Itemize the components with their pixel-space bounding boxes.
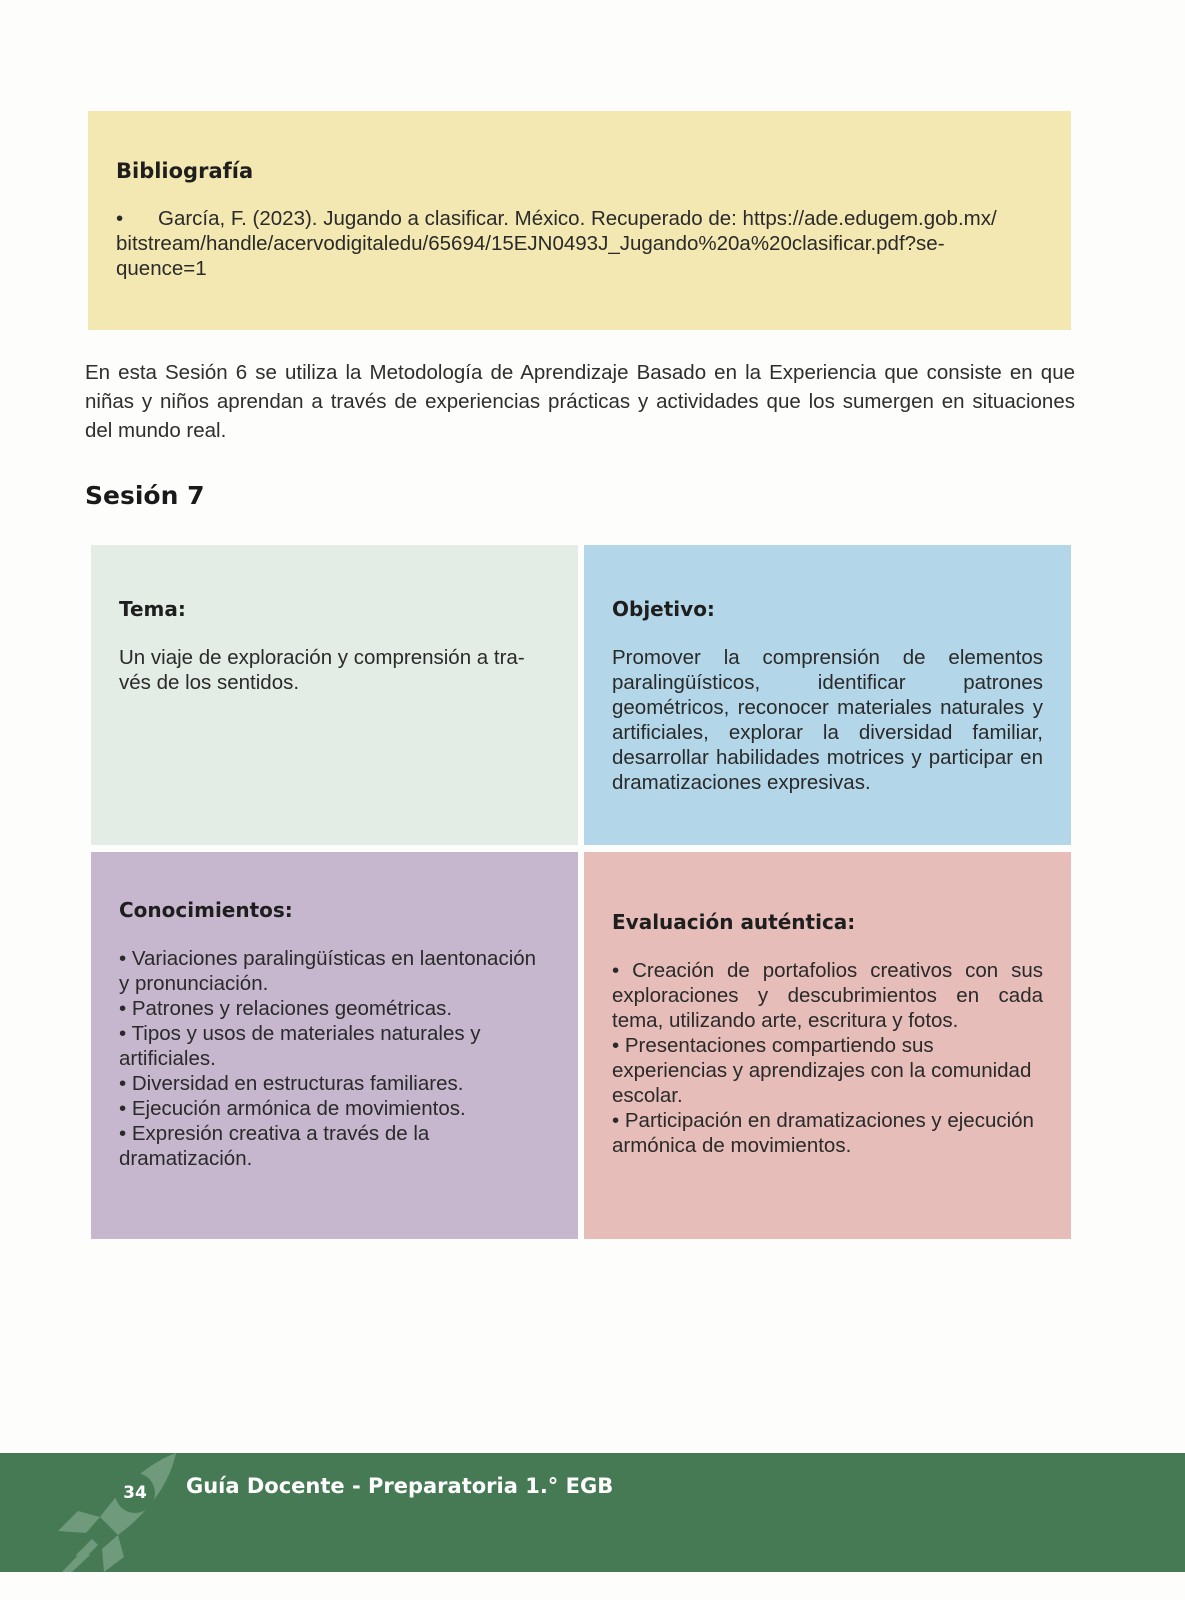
session-title: Sesión 7 <box>85 481 205 510</box>
list-item: • Presentaciones compartiendo sus experiencias y aprendizajes con la comunidad escolar. <box>612 1034 1032 1107</box>
page-number: 34 <box>115 1473 155 1513</box>
list-item: • Patrones y relaciones geométricas. <box>119 997 453 1020</box>
tema-heading: Tema: <box>119 597 186 621</box>
bibliography-title: Bibliografía <box>116 159 254 183</box>
list-item: • Ejecución armónica de movimientos. <box>119 1097 466 1120</box>
evaluacion-card <box>584 852 1071 1239</box>
list-item: • Diversidad en estructuras familiares. <box>119 1072 464 1095</box>
reference-line-2: bitstream/handle/acervodigitaledu/65694/15EJN0493J_Jugando%20a%20clasificar.pdf?se- <box>116 232 945 255</box>
objetivo-text: Promover la comprensión de elementos paralingüísticos, identificar patrones geométricos, reconocer materiales naturales y artificiales, explorar la diversidad familiar, desarrollar habilidades motrices y participar en dramatizaciones expresivas. <box>612 646 1043 794</box>
bibliography-box <box>88 111 1071 330</box>
bullet: • <box>116 207 124 230</box>
evaluacion-heading: Evaluación auténtica: <box>612 910 856 934</box>
footer-title: Guía Docente - Preparatoria 1.° EGB <box>186 1474 614 1498</box>
tema-line: Un viaje de exploración y comprensión a tra- <box>119 646 525 669</box>
objetivo-heading: Objetivo: <box>612 597 715 621</box>
tema-text <box>119 645 550 695</box>
reference-line-3: quence=1 <box>116 257 207 280</box>
list-item: • Tipos y usos de materiales naturales y artificiales. <box>119 1022 481 1070</box>
tema-card <box>91 545 578 845</box>
intro-paragraph: En esta Sesión 6 se utiliza la Metodología de Aprendizaje Basado en la Experiencia que consiste en que niñas y niños aprendan a través de experiencias prácticas y actividades que los sumergen en situaciones del mundo real. <box>85 361 1075 442</box>
bibliography-reference <box>116 206 1043 281</box>
list-item: • Variaciones paralingüísticas en laentonación y pronunciación. <box>119 947 537 995</box>
conocimientos-card <box>91 852 578 1239</box>
evaluacion-list <box>612 958 1043 1158</box>
objetivo-card <box>584 545 1071 845</box>
reference-line-1: García, F. (2023). Jugando a clasificar. México. Recuperado de: https://ade.edugem.gob.mx/ <box>158 207 997 230</box>
conocimientos-heading: Conocimientos: <box>119 898 293 922</box>
page-footer <box>0 1453 1185 1572</box>
list-item: • Participación en dramatizaciones y ejecución armónica de movimientos. <box>612 1109 1034 1157</box>
rocket-icon <box>48 1453 188 1572</box>
conocimientos-list <box>119 946 550 1171</box>
tema-line: vés de los sentidos. <box>119 671 300 694</box>
list-item: • Creación de portafolios creativos con sus exploraciones y descubrimientos en cada tema, utilizando arte, escritura y fotos. <box>612 959 1043 1032</box>
list-item: • Expresión creativa a través de la dramatización. <box>119 1122 430 1170</box>
